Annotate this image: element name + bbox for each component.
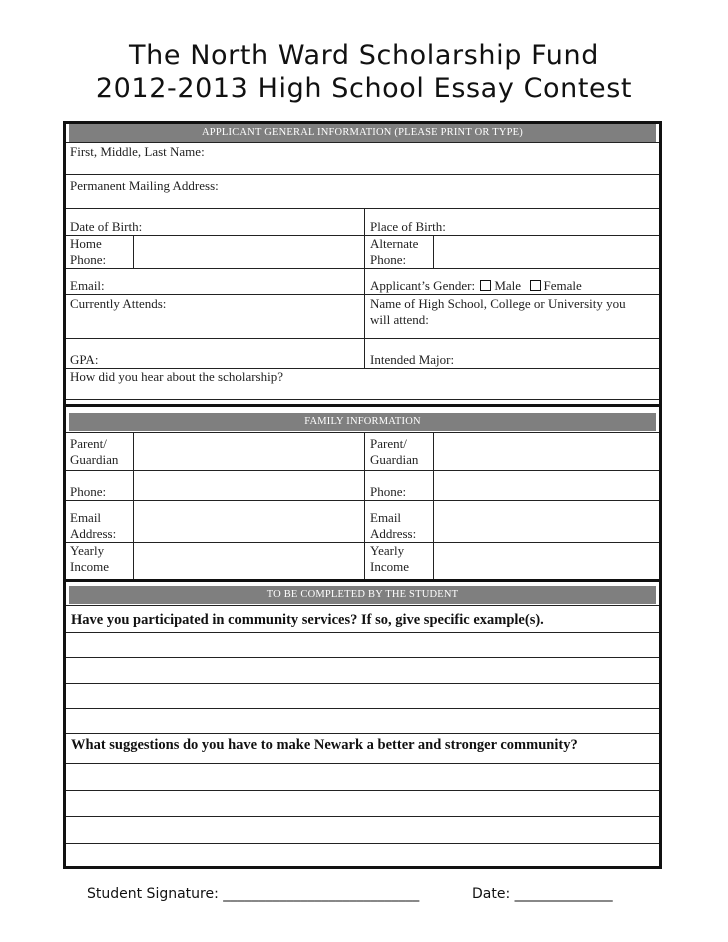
student-section-header: TO BE COMPLETED BY THE STUDENT	[69, 586, 656, 604]
parent1-label: Parent/ Guardian	[70, 436, 119, 467]
parent1-phone-label: Phone:	[70, 484, 107, 499]
dob-field-label: Date of Birth:	[70, 219, 143, 234]
female-checkbox[interactable]	[530, 280, 541, 291]
parent2-income-label: Yearly Income	[370, 543, 409, 574]
answer-line[interactable]	[66, 632, 659, 633]
heard-about-label: How did you hear about the scholarship?	[70, 369, 284, 384]
parent2-phone-label: Phone:	[370, 484, 407, 499]
row-divider	[66, 605, 659, 606]
row-divider	[66, 174, 659, 175]
parent2-label: Parent/ Guardian	[370, 436, 419, 467]
alt-phone-label: Alternate Phone:	[370, 236, 419, 267]
family-section-header: FAMILY INFORMATION	[69, 413, 656, 431]
name-field-label: First, Middle, Last Name:	[70, 144, 205, 159]
gpa-field-label: GPA:	[70, 352, 99, 367]
parent2-email-label: Email Address:	[370, 510, 417, 541]
email-field-label: Email:	[70, 278, 105, 293]
row-divider	[66, 142, 659, 143]
female-option-label: Female	[543, 278, 582, 293]
home-phone-label: Home Phone:	[70, 236, 107, 267]
parent1-email-label: Email Address:	[70, 510, 117, 541]
row-divider	[66, 268, 659, 269]
answer-line[interactable]	[66, 708, 659, 709]
row-divider	[66, 470, 659, 471]
future-school-label: Name of High School, College or University you will attend:	[370, 296, 626, 327]
gender-label: Applicant’s Gender:	[370, 278, 476, 293]
date-line[interactable]: Date: ______________	[472, 886, 613, 902]
form-title: The North Ward Scholarship Fund	[129, 40, 599, 71]
column-divider	[364, 432, 365, 582]
male-option-label: Male	[494, 278, 522, 293]
community-service-question: Have you participated in community services? If so, give specific example(s).	[71, 612, 544, 628]
cell-divider	[133, 432, 134, 582]
answer-line[interactable]	[66, 843, 659, 844]
address-field-label: Permanent Mailing Address:	[70, 178, 219, 193]
pob-field-label: Place of Birth:	[370, 219, 446, 234]
row-divider	[66, 500, 659, 501]
applicant-section-frame	[63, 121, 662, 406]
row-divider	[66, 542, 659, 543]
cell-divider	[433, 432, 434, 582]
column-divider	[364, 208, 365, 338]
community-suggestions-question: What suggestions do you have to make Newark a better and stronger community?	[71, 737, 578, 753]
row-divider	[66, 294, 659, 295]
answer-line[interactable]	[66, 657, 659, 658]
major-field-label: Intended Major:	[370, 352, 455, 367]
currently-attends-label: Currently Attends:	[70, 296, 167, 311]
row-divider	[66, 432, 659, 433]
gender-field	[370, 278, 582, 294]
row-divider	[66, 399, 659, 400]
answer-line[interactable]	[66, 763, 659, 764]
row-divider	[66, 208, 659, 209]
answer-line[interactable]	[66, 683, 659, 684]
male-checkbox[interactable]	[480, 280, 491, 291]
applicant-section-header: APPLICANT GENERAL INFORMATION (PLEASE PRINT OR TYPE)	[69, 124, 656, 142]
answer-line[interactable]	[66, 790, 659, 791]
parent1-income-label: Yearly Income	[70, 543, 109, 574]
cell-divider	[433, 235, 434, 268]
cell-divider	[133, 235, 134, 268]
student-signature-line[interactable]: Student Signature: ____________________________	[87, 886, 420, 902]
row-divider	[66, 338, 659, 339]
row-divider	[66, 733, 659, 734]
row-divider	[66, 235, 659, 236]
answer-line[interactable]	[66, 816, 659, 817]
column-divider	[364, 338, 365, 369]
form-subtitle: 2012-2013 High School Essay Contest	[95, 73, 633, 104]
